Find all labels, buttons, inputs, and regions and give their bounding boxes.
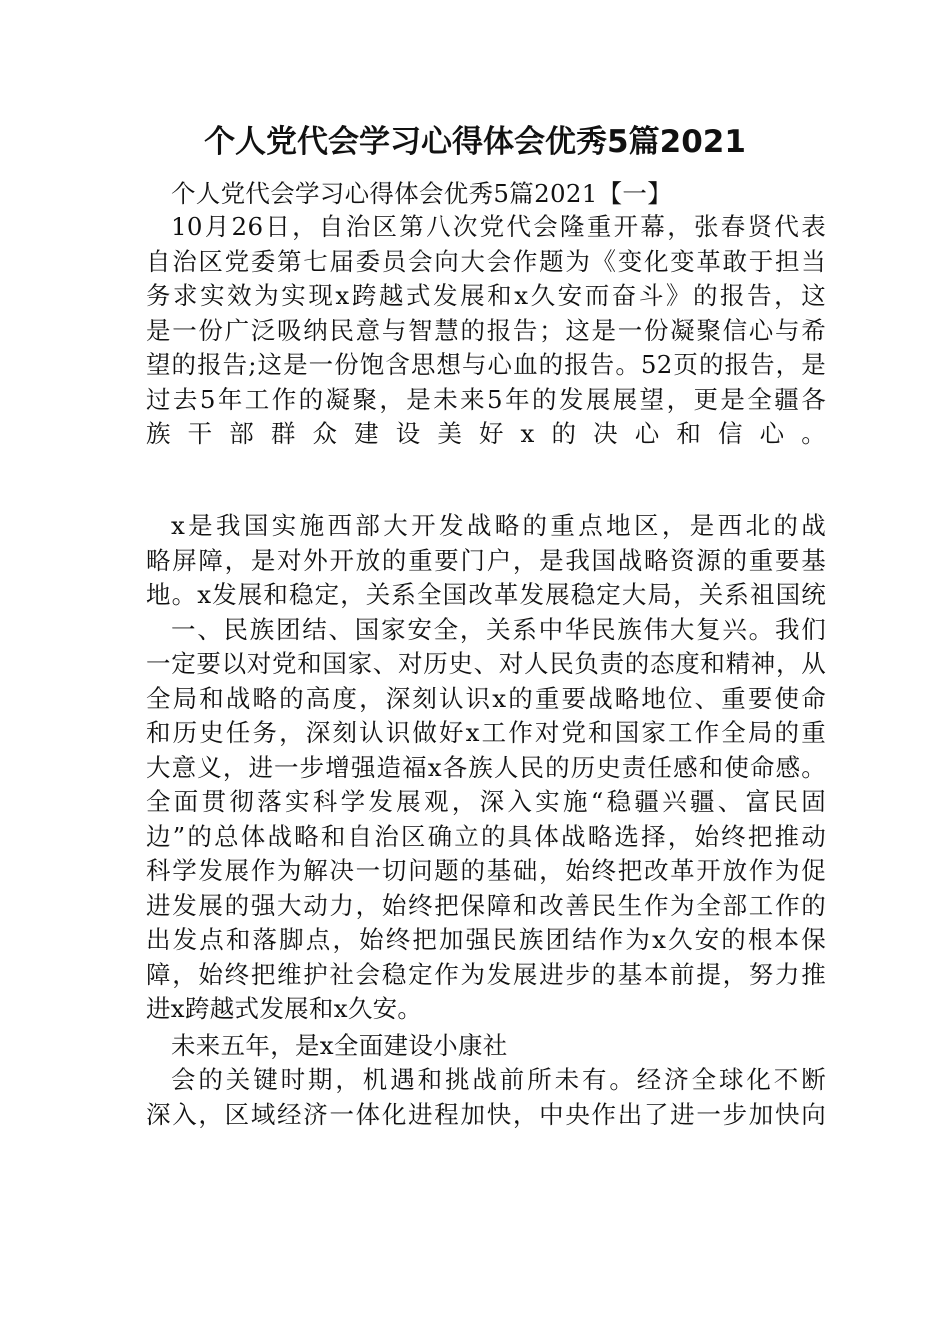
paragraph-line: 大意义，进一步增强造福x各族人民的历史责任感和使命感。: [146, 753, 826, 782]
paragraph-line: 族干部群众建设美好x的决心和信心。: [146, 419, 826, 448]
paragraph-line: 进x跨越式发展和x久安。: [146, 994, 423, 1023]
paragraph-line: 全面贯彻落实科学发展观，深入实施“稳疆兴疆、富民固: [146, 787, 826, 816]
paragraph-line: 科学发展作为解决一切问题的基础，始终把改革开放作为促: [146, 856, 826, 885]
paragraph-line: 全局和战略的高度，深刻认识x的重要战略地位、重要使命: [146, 684, 826, 713]
paragraph-line: 障，始终把维护社会稳定作为发展进步的基本前提，努力推: [146, 960, 826, 989]
paragraph-line: 务求实效为实现x跨越式发展和x久安而奋斗》的报告，这: [146, 281, 826, 310]
paragraph-line: 略屏障，是对外开放的重要门户，是我国战略资源的重要基: [146, 546, 826, 575]
paragraph-line: 进发展的强大动力，始终把保障和改善民生作为全部工作的: [146, 891, 826, 920]
paragraph-line: 未来五年，是x全面建设小康社: [171, 1031, 508, 1060]
paragraph-line: 深入，区域经济一体化进程加快，中央作出了进一步加快向: [146, 1100, 826, 1129]
paragraph-line: 自治区党委第七届委员会向大会作题为《变化变革敢于担当: [146, 247, 826, 276]
paragraph-line: 望的报告;这是一份饱含思想与心血的报告。52页的报告，是: [146, 350, 826, 379]
paragraph-line: 边”的总体战略和自治区确立的具体战略选择，始终把推动: [146, 822, 826, 851]
paragraph-line: 和历史任务，深刻认识做好x工作对党和国家工作全局的重: [146, 718, 826, 747]
paragraph-line: 一、民族团结、国家安全，关系中华民族伟大复兴。我们: [171, 615, 826, 644]
paragraph-line: 一定要以对党和国家、对历史、对人民负责的态度和精神，从: [146, 649, 826, 678]
paragraph-line: 地。x发展和稳定，关系全国改革发展稳定大局，关系祖国统: [146, 580, 826, 609]
paragraph-line: 10月26日，自治区第八次党代会隆重开幕，张春贤代表: [171, 212, 826, 241]
paragraph-line: 出发点和落脚点，始终把加强民族团结作为x久安的根本保: [146, 925, 826, 954]
document-title: 个人党代会学习心得体会优秀5篇2021: [204, 124, 746, 160]
paragraph-line: 是一份广泛吸纳民意与智慧的报告；这是一份凝聚信心与希: [146, 316, 826, 345]
paragraph-line: 会的关键时期，机遇和挑战前所未有。经济全球化不断: [171, 1065, 826, 1094]
section-heading: 个人党代会学习心得体会优秀5篇2021【一】: [171, 179, 673, 208]
paragraph-line: x是我国实施西部大开发战略的重点地区，是西北的战: [171, 511, 826, 540]
paragraph-line: 过去5年工作的凝聚，是未来5年的发展展望，更是全疆各: [146, 385, 826, 414]
